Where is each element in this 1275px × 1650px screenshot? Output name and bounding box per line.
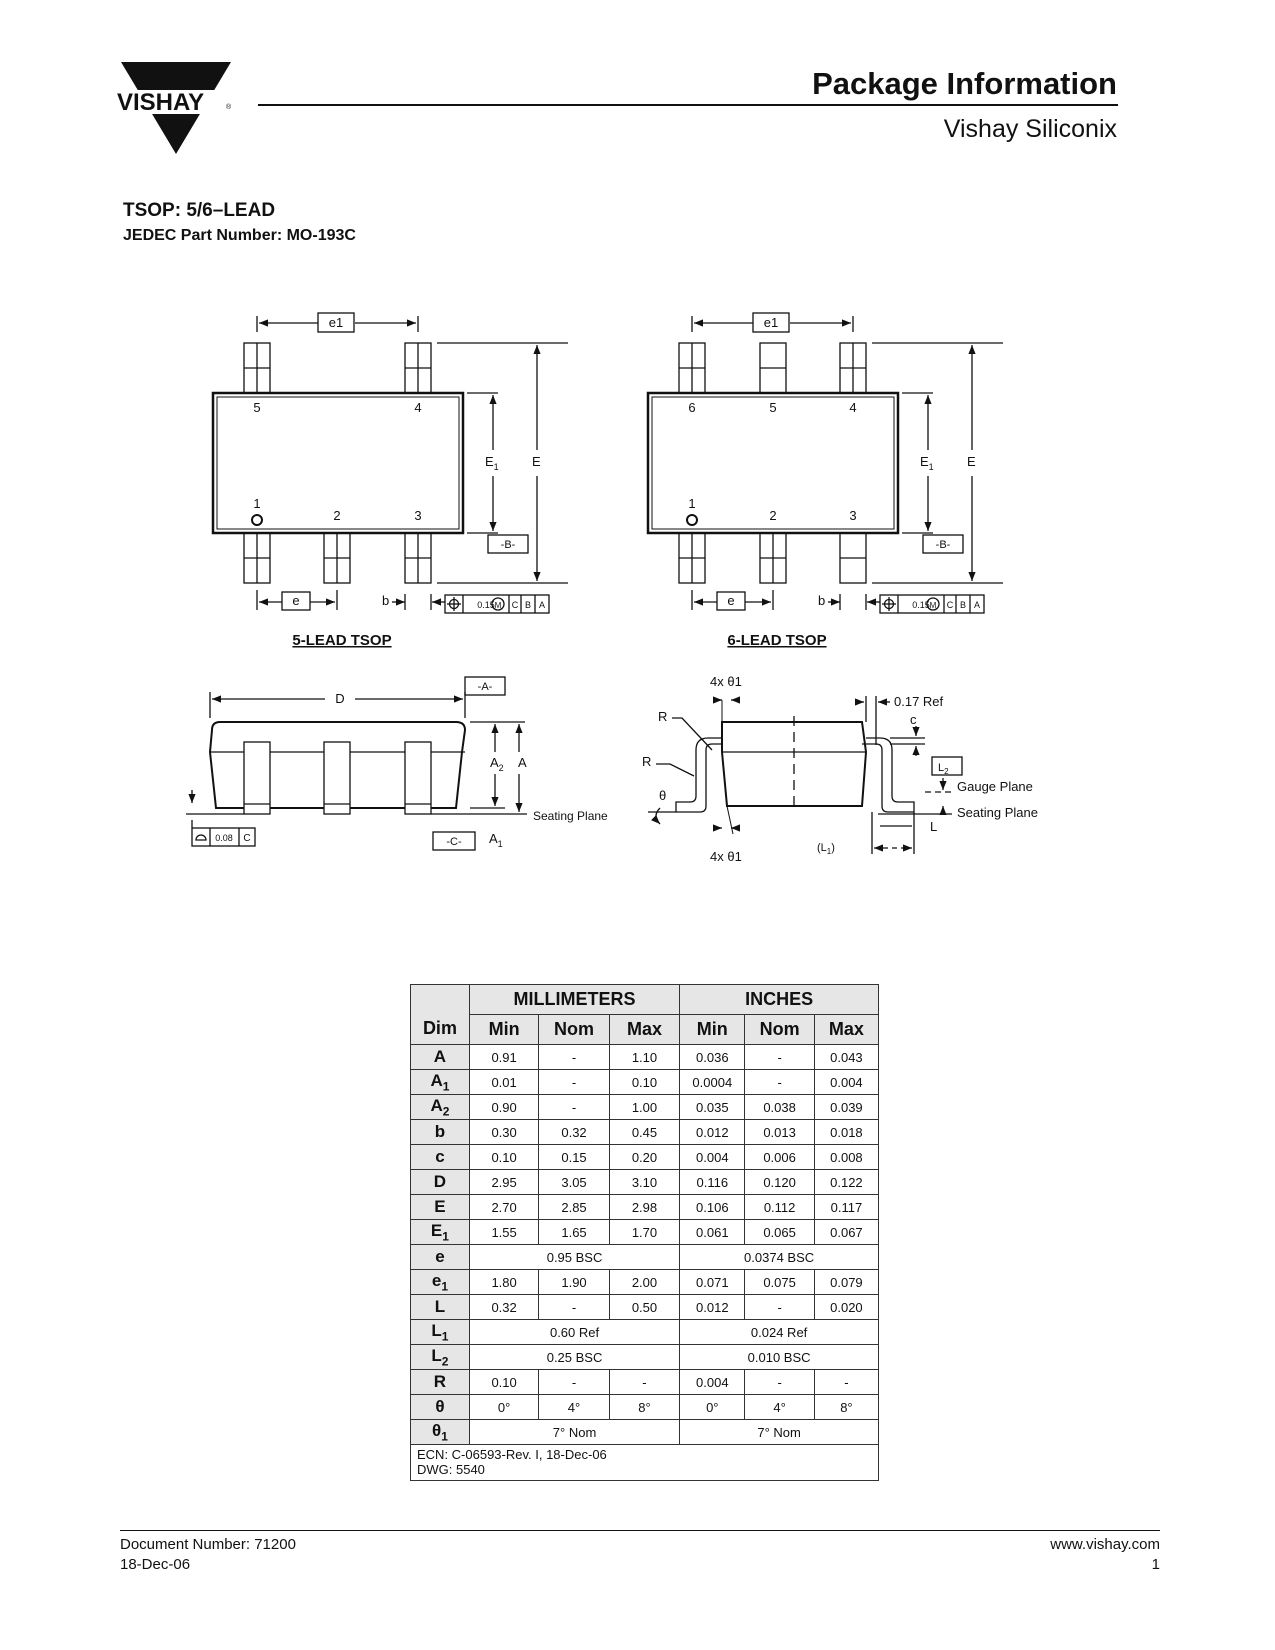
table-row (411, 1095, 879, 1120)
A1-label: $A_1$ (489, 831, 503, 849)
pin-label: 1 (253, 496, 261, 511)
datum-c: -C- (446, 836, 462, 848)
A-label: A (518, 755, 527, 770)
pin-label: 5 (253, 400, 261, 415)
table-row (411, 1070, 879, 1095)
dim-cell: $A_1$ (411, 1070, 470, 1095)
theta-label: θ (659, 788, 667, 803)
seating-plane-label: Seating Plane (533, 809, 608, 823)
table-row (411, 1395, 879, 1420)
table-row (411, 1345, 879, 1370)
table-cell: 1.00 (609, 1095, 679, 1120)
E1-label: $E_1$ (485, 454, 499, 472)
dim-cell: R (411, 1370, 470, 1395)
dim-cell: $L_1$ (411, 1320, 470, 1345)
b-label: b (818, 593, 826, 608)
dim-cell: c (411, 1145, 470, 1170)
A2-label: $A_2$ (490, 755, 504, 773)
dwg-note: DWG: 5540 (417, 1462, 485, 1477)
gauge-plane-label: Gauge Plane (957, 779, 1033, 794)
website-link[interactable]: www.vishay.com (1050, 1536, 1160, 1553)
pin-label: 3 (849, 508, 857, 523)
table-cell: 0.071 (680, 1270, 745, 1295)
table-cell: 0.075 (745, 1270, 814, 1295)
table-cell: 0.32 (539, 1120, 609, 1145)
table-cell: 0.065 (745, 1220, 814, 1245)
pin-label: 6 (688, 400, 696, 415)
table-cell: 0.043 (814, 1045, 878, 1070)
table-cell: 0° (680, 1395, 745, 1420)
column-header: Nom (745, 1015, 814, 1045)
page-title: Package Information (812, 66, 1117, 101)
table-cell: - (609, 1370, 679, 1395)
e1-label: e1 (763, 315, 779, 330)
dim-cell: $E_1$ (411, 1220, 470, 1245)
fcf-a: A (538, 600, 546, 610)
inches-header: INCHES (680, 985, 879, 1015)
pin-label: 2 (769, 508, 777, 523)
fcf-c: C (511, 600, 519, 610)
table-cell: 0.035 (680, 1095, 745, 1120)
table-notes (411, 1445, 879, 1481)
pin-label: 5 (769, 400, 777, 415)
table-cell: 0.91 (469, 1045, 538, 1070)
table-cell: 0.30 (469, 1120, 538, 1145)
table-cell: 0.50 (609, 1295, 679, 1320)
table-cell: - (539, 1045, 609, 1070)
table-cell-span: 0.25 BSC (469, 1345, 679, 1370)
table-cell: 0.116 (680, 1170, 745, 1195)
table-row (411, 1295, 879, 1320)
table-cell: 0.117 (814, 1195, 878, 1220)
table-cell-span: 0.0374 BSC (680, 1245, 879, 1270)
six-lead-caption: 6-LEAD TSOP (727, 632, 827, 649)
table-cell: 0.036 (680, 1045, 745, 1070)
millimeters-header: MILLIMETERS (469, 985, 679, 1015)
c-label: c (910, 712, 917, 727)
header-rule (258, 104, 1118, 106)
pin-label: 4 (849, 400, 857, 415)
dim-cell: b (411, 1120, 470, 1145)
e1-label: e1 (328, 315, 344, 330)
table-cell: - (539, 1070, 609, 1095)
table-cell: 0° (469, 1395, 538, 1420)
table-row (411, 1120, 879, 1145)
column-header: Nom (539, 1015, 609, 1045)
column-header: Max (609, 1015, 679, 1045)
table-row (411, 1045, 879, 1070)
table-cell: 0.45 (609, 1120, 679, 1145)
page-subtitle: Vishay Siliconix (943, 115, 1117, 143)
datum-b: -B- (500, 539, 516, 551)
table-cell: 2.95 (469, 1170, 538, 1195)
fcf-tolerance: 0.15 (477, 600, 495, 610)
dim-cell: $\theta_1$ (411, 1420, 470, 1445)
table-cell: 1.55 (469, 1220, 538, 1245)
six-lead-top-view (648, 313, 1003, 613)
table-cell: 0.106 (680, 1195, 745, 1220)
table-cell: - (745, 1070, 814, 1095)
table-row (411, 1220, 879, 1245)
svg-text:®: ® (226, 104, 232, 111)
footer-rule (120, 1530, 1160, 1531)
seating-plane-label: Seating Plane (957, 805, 1038, 820)
ecn-note: ECN: C-06593-Rev. I, 18-Dec-06 (417, 1447, 607, 1462)
table-cell: 8° (609, 1395, 679, 1420)
vishay-logo (116, 60, 236, 156)
D-label: D (335, 691, 345, 706)
dim-cell: L (411, 1295, 470, 1320)
fcf-m: M (929, 601, 937, 610)
flatness-tolerance: 0.08 (215, 833, 233, 843)
package-drawing (0, 300, 1275, 920)
table-cell: 0.012 (680, 1120, 745, 1145)
pin-label: 2 (333, 508, 341, 523)
table-cell: 0.004 (680, 1370, 745, 1395)
table-cell: 0.067 (814, 1220, 878, 1245)
column-header: Max (814, 1015, 878, 1045)
table-cell: - (539, 1370, 609, 1395)
table-row (411, 1420, 879, 1445)
side-view (186, 677, 527, 850)
five-lead-caption: 5-LEAD TSOP (292, 632, 392, 649)
jedec-part-number: JEDEC Part Number: MO-193C (123, 227, 356, 244)
E1-label: $E_1$ (920, 454, 934, 472)
dimension-table-body (411, 1045, 879, 1445)
table-cell: - (745, 1045, 814, 1070)
dim-header: Dim (411, 985, 470, 1045)
table-cell-span: 0.010 BSC (680, 1345, 879, 1370)
table-cell: 1.65 (539, 1220, 609, 1245)
table-cell: 0.122 (814, 1170, 878, 1195)
dimension-table (410, 984, 879, 1481)
table-row (411, 1370, 879, 1395)
column-header: Min (680, 1015, 745, 1045)
table-cell-span: 0.60 Ref (469, 1320, 679, 1345)
dim-cell: θ (411, 1395, 470, 1420)
table-cell: 4° (745, 1395, 814, 1420)
table-cell: 1.80 (469, 1270, 538, 1295)
table-row (411, 1270, 879, 1295)
e-label: e (292, 593, 300, 608)
table-cell: 0.120 (745, 1170, 814, 1195)
table-cell: 0.006 (745, 1145, 814, 1170)
fcf-tolerance: 0.15 (912, 600, 930, 610)
table-cell: 1.70 (609, 1220, 679, 1245)
document-number: Document Number: 71200 (120, 1536, 296, 1553)
five-lead-top-view (213, 313, 568, 613)
flatness-datum: C (243, 833, 251, 844)
L2-label: $L_2$ (938, 762, 949, 776)
table-cell: 0.112 (745, 1195, 814, 1220)
table-cell: 3.10 (609, 1170, 679, 1195)
dim-cell: A (411, 1045, 470, 1070)
L1-label: $(L_1)$ (817, 842, 835, 856)
ref-017-label: 0.17 Ref (894, 694, 944, 709)
fcf-a: A (973, 600, 981, 610)
column-header: Min (469, 1015, 538, 1045)
logo-text: VISHAY (117, 89, 205, 116)
table-cell: 1.10 (609, 1045, 679, 1070)
fcf-b: B (959, 600, 967, 610)
table-cell: 0.20 (609, 1145, 679, 1170)
table-cell: 0.013 (745, 1120, 814, 1145)
datum-b: -B- (935, 539, 951, 551)
table-cell: - (814, 1370, 878, 1395)
pin-label: 1 (688, 496, 696, 511)
table-cell: - (745, 1295, 814, 1320)
fcf-c: C (946, 600, 954, 610)
table-cell-span: 7° Nom (680, 1420, 879, 1445)
table-row (411, 1195, 879, 1220)
R-label: R (658, 709, 668, 724)
table-cell: - (745, 1370, 814, 1395)
e-label: e (727, 593, 735, 608)
table-cell: 0.004 (680, 1145, 745, 1170)
table-cell: 2.98 (609, 1195, 679, 1220)
table-cell: - (539, 1095, 609, 1120)
E-label: E (532, 454, 541, 469)
table-cell: 2.00 (609, 1270, 679, 1295)
dim-cell: $L_2$ (411, 1345, 470, 1370)
table-cell: 0.15 (539, 1145, 609, 1170)
table-cell: 0.0004 (680, 1070, 745, 1095)
dim-cell: $e_1$ (411, 1270, 470, 1295)
table-cell: 0.038 (745, 1095, 814, 1120)
table-cell: 0.008 (814, 1145, 878, 1170)
table-cell: 0.020 (814, 1295, 878, 1320)
table-row (411, 1145, 879, 1170)
table-cell: 3.05 (539, 1170, 609, 1195)
dim-cell: D (411, 1170, 470, 1195)
page-number: 1 (1151, 1556, 1160, 1573)
package-title: TSOP: 5/6–LEAD (123, 200, 276, 221)
L-label: L (930, 819, 938, 834)
table-cell: 0.01 (469, 1070, 538, 1095)
pin-label: 3 (414, 508, 422, 523)
table-cell-span: 0.95 BSC (469, 1245, 679, 1270)
table-cell: 0.10 (469, 1370, 538, 1395)
E-label: E (967, 454, 976, 469)
table-cell: 0.32 (469, 1295, 538, 1320)
table-cell: 0.061 (680, 1220, 745, 1245)
dim-cell: E (411, 1195, 470, 1220)
table-cell: 0.10 (609, 1070, 679, 1095)
table-cell-span: 0.024 Ref (680, 1320, 879, 1345)
table-cell-span: 7° Nom (469, 1420, 679, 1445)
datum-a: -A- (477, 681, 493, 693)
fcf-m: M (494, 601, 502, 610)
table-cell: 0.004 (814, 1070, 878, 1095)
end-view-labels (642, 674, 1038, 864)
table-cell: 8° (814, 1395, 878, 1420)
table-row (411, 1320, 879, 1345)
table-cell: 0.039 (814, 1095, 878, 1120)
table-cell: - (539, 1295, 609, 1320)
table-cell: 0.10 (469, 1145, 538, 1170)
table-cell: 0.90 (469, 1095, 538, 1120)
table-cell: 0.079 (814, 1270, 878, 1295)
pin-label: 4 (414, 400, 422, 415)
b-label: b (382, 593, 390, 608)
table-cell: 1.90 (539, 1270, 609, 1295)
dim-cell: e (411, 1245, 470, 1270)
table-row (411, 1170, 879, 1195)
table-cell: 0.018 (814, 1120, 878, 1145)
table-row (411, 1245, 879, 1270)
document-date: 18-Dec-06 (120, 1556, 191, 1573)
theta1-bottom-label: 4x θ1 (710, 849, 742, 864)
theta1-top-label: 4x θ1 (710, 674, 742, 689)
fcf-b: B (524, 600, 532, 610)
table-cell: 0.012 (680, 1295, 745, 1320)
dim-cell: $A_2$ (411, 1095, 470, 1120)
R-label: R (642, 754, 652, 769)
table-cell: 4° (539, 1395, 609, 1420)
table-cell: 2.85 (539, 1195, 609, 1220)
table-cell: 2.70 (469, 1195, 538, 1220)
